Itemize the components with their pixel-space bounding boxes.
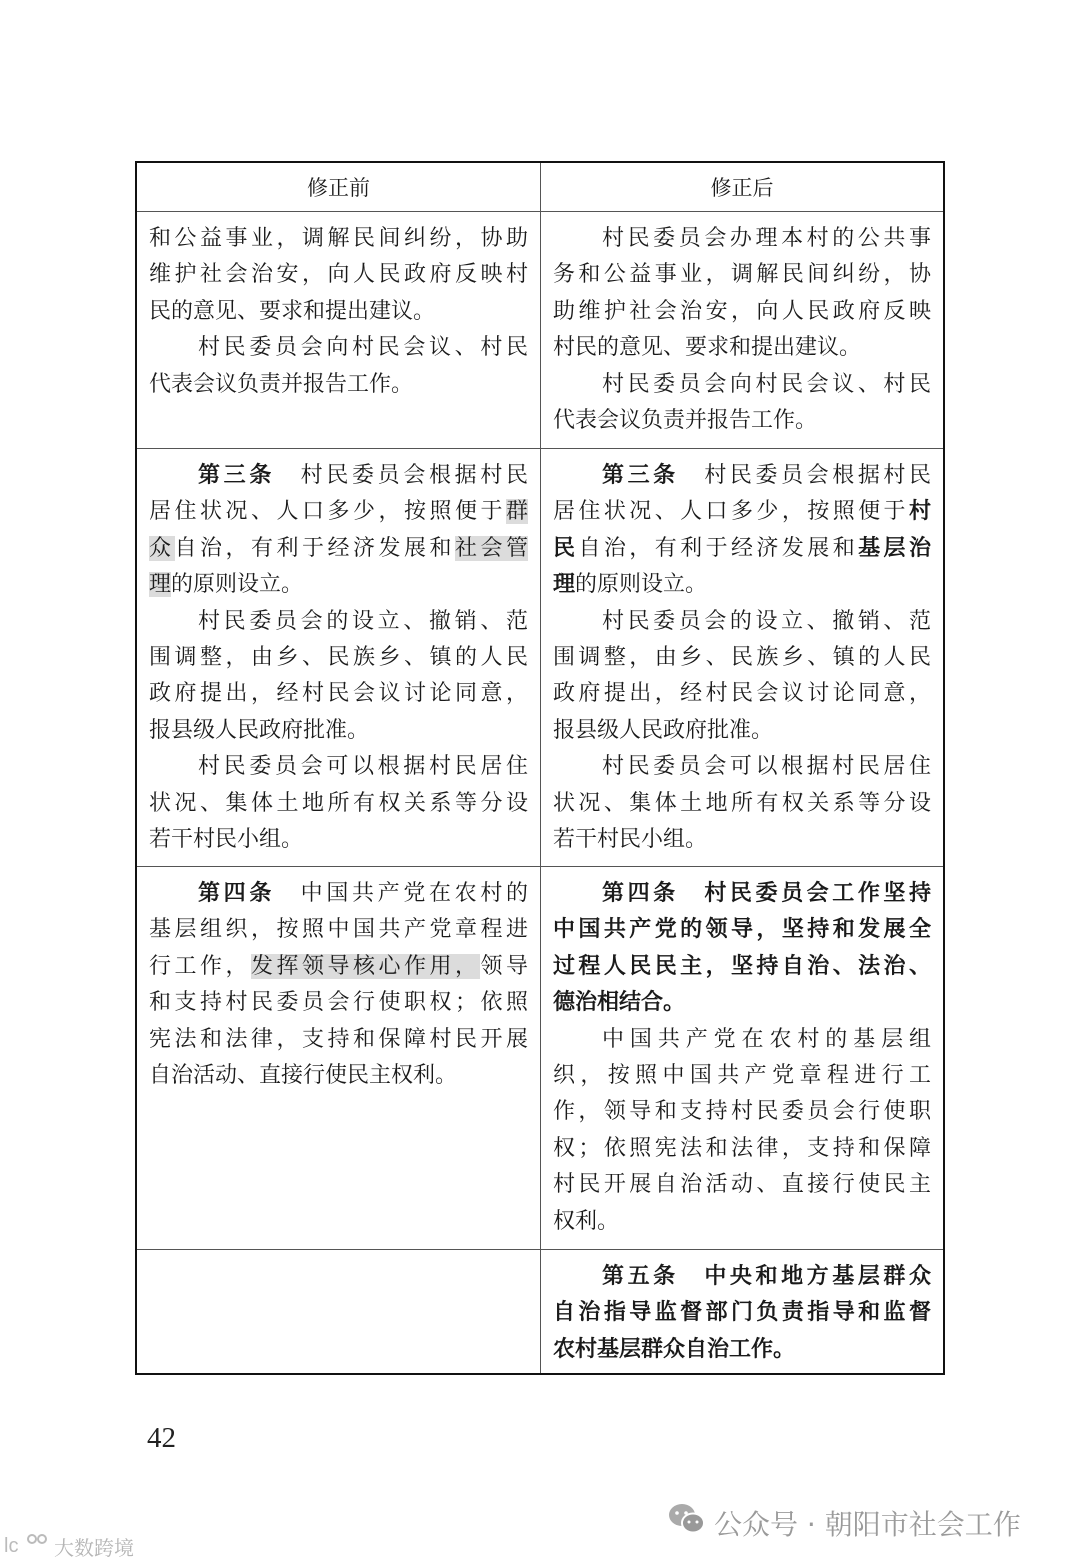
text-segment: 行工作， [149,953,251,979]
text-line [553,403,931,439]
text-line [553,221,931,257]
text-segment: 村民委员会可以根据村民居住 [602,754,931,780]
watermark-left-text: 大数跨境 [54,1536,134,1560]
text-line [553,713,931,749]
paragraph [149,221,528,330]
bold-text: 民 [553,535,579,561]
cell-after [540,449,943,866]
text-line [553,367,931,403]
paragraph [149,876,528,1094]
text-line [553,749,931,785]
paragraph [149,604,528,750]
amendment-comparison-table [135,161,945,1375]
text-line [553,1131,931,1167]
cell-before [137,1250,540,1373]
text-line [149,1058,528,1094]
highlighted-text: 发挥领导核心作用， [251,953,481,979]
text-segment: 村民委员会可以根据村民居住 [198,754,528,780]
bold-text: 自治指导监督部门负责指导和监督 [553,1300,931,1326]
highlighted-text: 理 [149,572,172,598]
text-line [553,1058,931,1094]
text-line [553,676,931,712]
text-line [149,749,528,785]
bold-text: 农村基层群众自治工作。 [553,1336,796,1362]
text-line [553,494,931,530]
text-line [149,786,528,822]
text-line [149,985,528,1021]
paragraph [553,749,931,858]
text-segment: 村民委员会根据村民 [275,463,528,488]
bold-text: 过程人民民主，坚持自治、法治、 [553,953,931,979]
text-line [149,294,528,330]
text-line [149,912,528,948]
text-segment: 村民委员会的设立、撤销、范 [198,608,528,634]
text-segment: 村民委员会向村民会议、村民 [198,335,528,361]
table-row [137,448,943,866]
text-segment: 围调整，由乡、民族乡、镇的人民 [553,644,931,670]
text-line [149,367,528,403]
text-segment: 村民委员会的设立、撤销、范 [602,608,931,634]
paragraph [553,221,931,367]
cell-before [137,212,540,448]
brand-logo-icon [4,1532,50,1561]
text-segment: 领导 [480,953,528,979]
bold-text: 第三条 [198,463,275,488]
text-line [149,1022,528,1058]
table-row [137,1249,943,1373]
watermark-right-text: 公众号 · 朝阳市社会工作 [714,1507,1021,1541]
text-segment: 自治，有利于经济发展和 [174,535,455,561]
text-segment: 中国共产党在农村的 [275,881,528,906]
text-segment: 织，按照中国共产党章程进行工 [553,1062,931,1088]
text-line [149,876,528,912]
table-row [137,211,943,448]
text-segment: 若干村民小组。 [553,826,708,852]
text-segment: 若干村民小组。 [149,826,304,852]
text-line [553,786,931,822]
text-segment: 基层组织，按照中国共产党章程进 [149,917,528,943]
text-line [553,567,931,603]
paragraph [149,749,528,858]
table-header-row [137,163,943,211]
paragraph [553,1259,931,1368]
text-segment: 务和公益事业，调解民间纠纷，协 [553,262,931,288]
brand-watermark [4,1532,134,1561]
wechat-watermark [668,1502,1021,1543]
text-line [553,1167,931,1203]
bold-text: 第三条 [602,463,679,488]
text-segment: 村民开展自治活动、直接行使民主 [553,1172,931,1198]
text-segment: 村民的意见、要求和提出建议。 [553,335,862,361]
text-segment: 居住状况、人口多少，按照便于 [149,499,506,525]
bold-text: 第五条 中央和地方基层群众 [602,1264,931,1289]
cell-after [540,867,943,1249]
table-row [137,866,943,1249]
text-line [149,221,528,257]
text-segment: 报县级人民政府批准。 [149,717,370,743]
text-segment: 维护社会治安，向人民政府反映村 [149,262,528,288]
text-segment: 自治，有利于经济发展和 [578,535,859,561]
text-segment: 权利。 [553,1208,620,1234]
text-line [149,330,528,366]
text-line [149,458,528,494]
text-segment: 权；依照宪法和法律，支持和保障 [553,1135,931,1161]
text-segment: 状况、集体土地所有权关系等分设 [553,790,931,816]
text-line [553,949,931,985]
text-segment: 政府提出，经村民会议讨论同意， [149,681,528,707]
text-segment: 围调整，由乡、民族乡、镇的人民 [149,644,528,670]
cell-before [137,867,540,1249]
text-line [149,531,528,567]
text-line [553,458,931,494]
text-line [553,1332,931,1368]
highlighted-text: 群 [505,499,528,525]
text-segment: 村民委员会向村民会议、村民 [602,371,931,397]
text-line [149,257,528,293]
text-line [553,1259,931,1295]
highlighted-text: 社会管 [454,535,528,561]
text-line [149,822,528,858]
bold-text: 第四条 [198,881,275,906]
bold-text: 村 [908,499,931,525]
svg-text:lc: lc [4,1535,19,1556]
paragraph [553,458,931,604]
text-line [553,1022,931,1058]
text-line [149,494,528,530]
paragraph [553,367,931,440]
text-segment: 政府提出，经村民会议讨论同意， [553,681,931,707]
text-line [553,604,931,640]
bold-text: 德治相结合。 [553,990,686,1016]
text-segment: 和支持村民委员会行使职权；依照 [149,990,528,1016]
text-line [553,640,931,676]
text-line [149,713,528,749]
cell-after [540,212,943,448]
text-segment: 民的意见、要求和提出建议。 [149,298,436,324]
text-segment: 作，领导和支持村民委员会行使职 [553,1099,931,1125]
text-segment: 村民委员会办理本村的公共事 [602,226,931,251]
text-line [553,912,931,948]
text-segment: 助维护社会治安，向人民政府反映 [553,298,931,324]
highlighted-text: 众 [149,535,175,561]
header-before: 修正前 [307,176,370,200]
text-line [553,294,931,330]
text-line [553,822,931,858]
text-segment: 自治活动、直接行使民主权利。 [149,1062,458,1088]
text-line [553,531,931,567]
paragraph [553,1022,931,1240]
text-line [553,1094,931,1130]
text-segment: 和公益事业，调解民间纠纷，协助 [149,226,528,251]
text-line [149,604,528,640]
text-segment: 村民委员会根据村民 [678,463,931,488]
text-line [553,1204,931,1240]
text-segment: 的原则设立。 [575,572,708,598]
text-line [149,567,528,603]
text-line [553,1295,931,1331]
text-segment: 状况、集体土地所有权关系等分设 [149,790,528,816]
text-segment: 中国共产党在农村的基层组 [602,1026,931,1052]
text-segment: 代表会议负责并报告工作。 [553,407,818,433]
paragraph [553,604,931,750]
text-line [553,257,931,293]
text-segment: 宪法和法律，支持和保障村民开展 [149,1026,528,1052]
paragraph [149,458,528,604]
paragraph [553,876,931,1022]
cell-before [137,449,540,866]
text-line [553,876,931,912]
cell-after [540,1250,943,1373]
wechat-icon [668,1502,706,1543]
page-number: 42 [147,1422,176,1454]
text-line [149,640,528,676]
paragraph [149,330,528,403]
text-segment: 报县级人民政府批准。 [553,717,774,743]
bold-text: 中国共产党的领导，坚持和发展全 [553,917,931,943]
header-after: 修正后 [540,163,943,211]
bold-text: 理 [553,572,576,598]
bold-text: 第四条 村民委员会工作坚持 [602,881,931,906]
bold-text: 基层治 [858,535,931,561]
text-line [553,985,931,1021]
text-segment: 居住状况、人口多少，按照便于 [553,499,909,525]
text-segment: 的原则设立。 [171,572,304,598]
text-line [149,949,528,985]
text-segment: 代表会议负责并报告工作。 [149,371,414,397]
text-line [553,330,931,366]
text-line [149,676,528,712]
